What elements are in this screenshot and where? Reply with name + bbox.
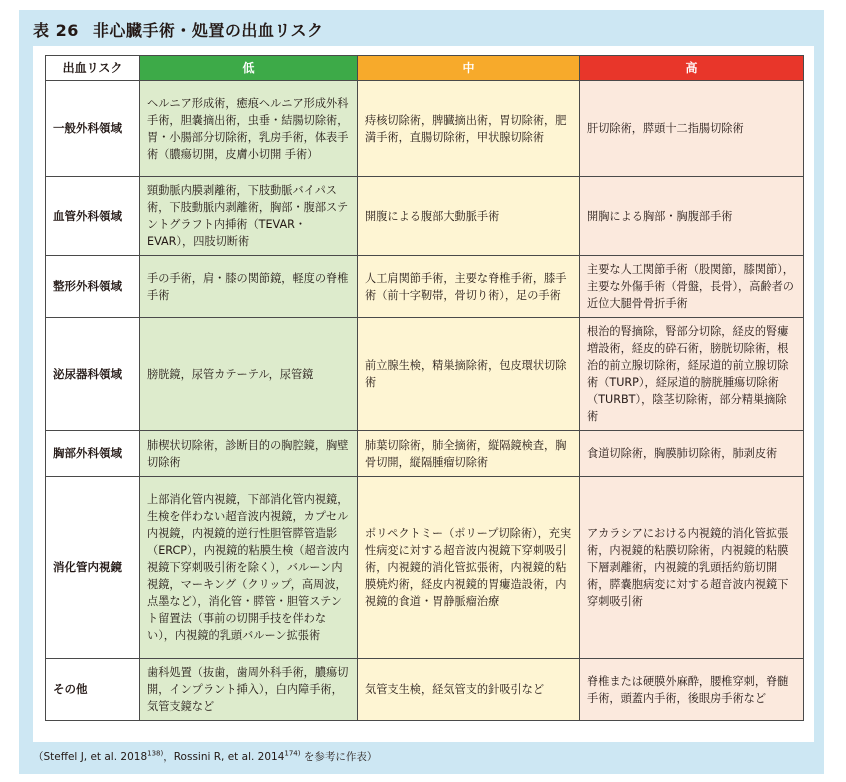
table-title-text: 非心臓手術・処置の出血リスク	[92, 21, 324, 40]
cell-low: ヘルニア形成術，癒痕ヘルニア形成外科手術，胆嚢摘出術，虫垂・結腸切除術，胃・小腸部分切除術，乳房手術，体表手術（膿瘍切開，皮膚小切開 手術）	[140, 81, 358, 177]
cell-low: 上部消化管内視鏡，下部消化管内視鏡，生検を伴わない超音波内視鏡，カプセル内視鏡，内視鏡的逆行性胆管膵管造影（ERCP），内視鏡的粘膜生検（超音波内視鏡下穿刺吸引術を除く），バルーン内視鏡，マーキング（クリップ，高周波，点墨など），消化管・膵管・胆管ステント留置法（事前の切開手技を伴わない），内視鏡的乳頭バルーン拡張術	[140, 477, 358, 659]
cell-low: 手の手術，肩・膝の関節鏡，軽度の脊椎手術	[140, 256, 358, 318]
cell-mid: 気管支生検，経気管支的針吸引など	[358, 659, 580, 721]
table-row	[46, 177, 804, 256]
table-row	[46, 318, 804, 431]
row-area: 整形外科領域	[46, 256, 140, 318]
cell-low: 歯科処置（抜歯，歯周外科手術，膿瘍切開，インプラント挿入），白内障手術，気管支鏡など	[140, 659, 358, 721]
table-row	[46, 659, 804, 721]
source-footnote	[33, 749, 377, 764]
header-row	[46, 56, 804, 81]
cell-mid: 前立腺生検，精巣摘除術，包皮環状切除術	[358, 318, 580, 431]
cell-mid: 開腹による腹部大動脈手術	[358, 177, 580, 256]
table-row	[46, 81, 804, 177]
row-area: 胸部外科領域	[46, 431, 140, 477]
row-area: 血管外科領域	[46, 177, 140, 256]
cell-high: 脊椎または硬膜外麻酔，腰椎穿刺，脊髄手術，頭蓋内手術，後眼房手術など	[580, 659, 804, 721]
table-title	[33, 18, 324, 41]
footnote-text-3: を参考に作表）	[300, 751, 378, 763]
header-high: 高	[580, 56, 804, 81]
footnote-ref-1: 138)	[147, 749, 164, 758]
cell-mid: ポリペクトミー（ポリープ切除術），充実性病変に対する超音波内視鏡下穿刺吸引術，内視鏡的消化管拡張術，内視鏡的粘膜焼灼術，経皮内視鏡的胃瘻造設術，内視鏡的食道・胃静脈瘤治療	[358, 477, 580, 659]
bleeding-risk-table	[45, 55, 804, 721]
cell-mid: 肺葉切除術，肺全摘術，縦隔鏡検査，胸骨切開，縦隔腫瘤切除術	[358, 431, 580, 477]
cell-mid: 痔核切除術，脾臓摘出術，胃切除術，肥満手術，直腸切除術，甲状腺切除術	[358, 81, 580, 177]
header-low: 低	[140, 56, 358, 81]
row-area: その他	[46, 659, 140, 721]
footnote-ref-2: 174)	[284, 749, 301, 758]
table-row	[46, 256, 804, 318]
cell-high: アカラシアにおける内視鏡的消化管拡張術，内視鏡的粘膜切除術，内視鏡的粘膜下層剥離術，内視鏡的乳頭括約筋切開術，膵嚢胞病変に対する超音波内視鏡下穿刺吸引術	[580, 477, 804, 659]
cell-high: 食道切除術，胸膜肺切除術，肺剥皮術	[580, 431, 804, 477]
cell-high: 開胸による胸部・胸腹部手術	[580, 177, 804, 256]
table-row	[46, 431, 804, 477]
row-area: 消化管内視鏡	[46, 477, 140, 659]
header-bleeding-risk: 出血リスク	[46, 56, 140, 81]
footnote-text-2: ，Rossini R, et al. 2014	[163, 751, 285, 763]
table-row	[46, 477, 804, 659]
cell-mid: 人工肩関節手術，主要な脊椎手術，膝手術（前十字靭帯，骨切り術），足の手術	[358, 256, 580, 318]
table-number: 表 26	[33, 21, 79, 40]
row-area: 一般外科領域	[46, 81, 140, 177]
cell-high: 肝切除術，膵頭十二指腸切除術	[580, 81, 804, 177]
cell-low: 頸動脈内膜剥離術，下肢動脈バイパス術，下肢動脈内剥離術，胸部・腹部ステントグラフト内挿術（TEVAR・EVAR），四肢切断術	[140, 177, 358, 256]
cell-low: 膀胱鏡，尿管カテーテル，尿管鏡	[140, 318, 358, 431]
header-mid: 中	[358, 56, 580, 81]
row-area: 泌尿器科領域	[46, 318, 140, 431]
cell-low: 肺楔状切除術，診断目的の胸腔鏡，胸壁切除術	[140, 431, 358, 477]
cell-high: 根治的腎摘除，腎部分切除，経皮的腎瘻増設術，経皮的砕石術，膀胱切除術，根治的前立腺切除術，経尿道的前立腺切除術（TURP），経尿道的膀胱腫瘍切除術（TURBT），陰茎切除術，部分精巣摘除術	[580, 318, 804, 431]
cell-high: 主要な人工関節手術（股関節，膝関節），主要な外傷手術（骨盤，長骨），高齢者の近位大腿骨骨折手術	[580, 256, 804, 318]
footnote-text-1: （Steffel J, et al. 2018	[33, 751, 148, 763]
